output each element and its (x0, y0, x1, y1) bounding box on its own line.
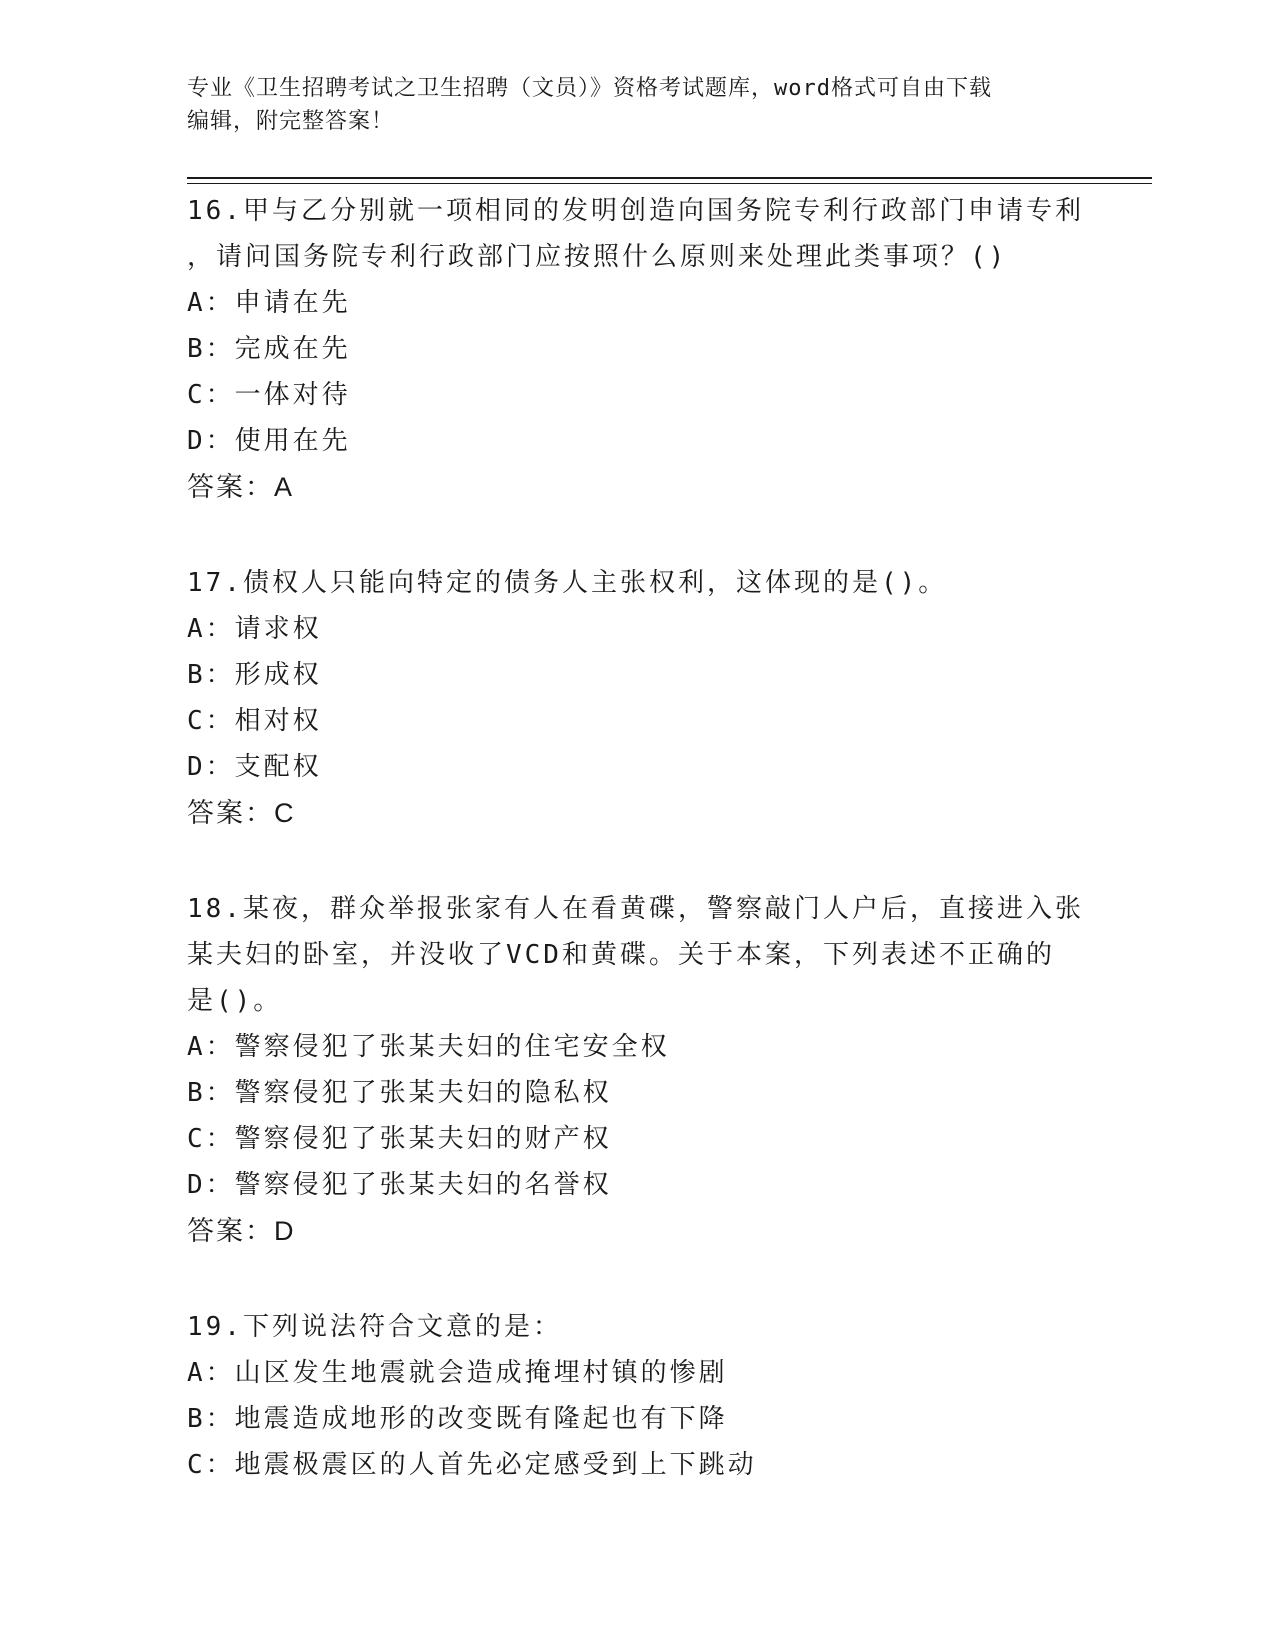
option-a: A：警察侵犯了张某夫妇的住宅安全权 (187, 1032, 670, 1062)
header-line-2: 编辑，附完整答案！ (187, 109, 395, 134)
question-text: 19.下列说法符合文意的是： (187, 1312, 562, 1342)
question-text: 某夫妇的卧室，并没收了VCD和黄碟。关于本案，下列表述不正确的 (187, 940, 1055, 970)
option-b: B：形成权 (187, 660, 322, 690)
question-text: 是()。 (187, 986, 283, 1016)
header-divider-thick (187, 177, 1152, 179)
answer-line: 答案：C (187, 798, 296, 828)
question-19 (187, 1304, 1087, 1488)
option-c: C：地震极震区的人首先必定感受到上下跳动 (187, 1450, 757, 1480)
option-c: C：相对权 (187, 706, 322, 736)
question-text: ，请问国务院专利行政部门应按照什么原则来处理此类事项？() (187, 242, 1008, 272)
question-text: 17.债权人只能向特定的债务人主张权利，这体现的是()。 (187, 568, 948, 598)
answer-line: 答案：D (187, 1216, 296, 1246)
option-d: D：警察侵犯了张某夫妇的名誉权 (187, 1170, 612, 1200)
option-d: D：支配权 (187, 752, 322, 782)
option-a: A：申请在先 (187, 288, 351, 318)
option-b: B：警察侵犯了张某夫妇的隐私权 (187, 1078, 612, 1108)
option-a: A：山区发生地震就会造成掩埋村镇的惨剧 (187, 1358, 728, 1388)
document-header (187, 72, 1087, 138)
header-divider-thin (187, 183, 1152, 184)
question-16 (187, 188, 1087, 510)
option-c: C：警察侵犯了张某夫妇的财产权 (187, 1124, 612, 1154)
option-b: B：地震造成地形的改变既有隆起也有下降 (187, 1404, 728, 1434)
option-c: C：一体对待 (187, 380, 351, 410)
question-text: 16.甲与乙分别就一项相同的发明创造向国务院专利行政部门申请专利 (187, 196, 1084, 226)
question-text: 18.某夜，群众举报张家有人在看黄碟，警察敲门人户后，直接进入张 (187, 894, 1084, 924)
question-18 (187, 886, 1087, 1254)
question-17 (187, 560, 1087, 836)
question-list (187, 188, 1087, 1538)
option-d: D：使用在先 (187, 426, 351, 456)
option-a: A：请求权 (187, 614, 322, 644)
answer-line: 答案：A (187, 472, 295, 502)
header-line-1: 专业《卫生招聘考试之卫生招聘（文员）》资格考试题库，word格式可自由下载 (187, 76, 992, 101)
option-b: B：完成在先 (187, 334, 351, 364)
